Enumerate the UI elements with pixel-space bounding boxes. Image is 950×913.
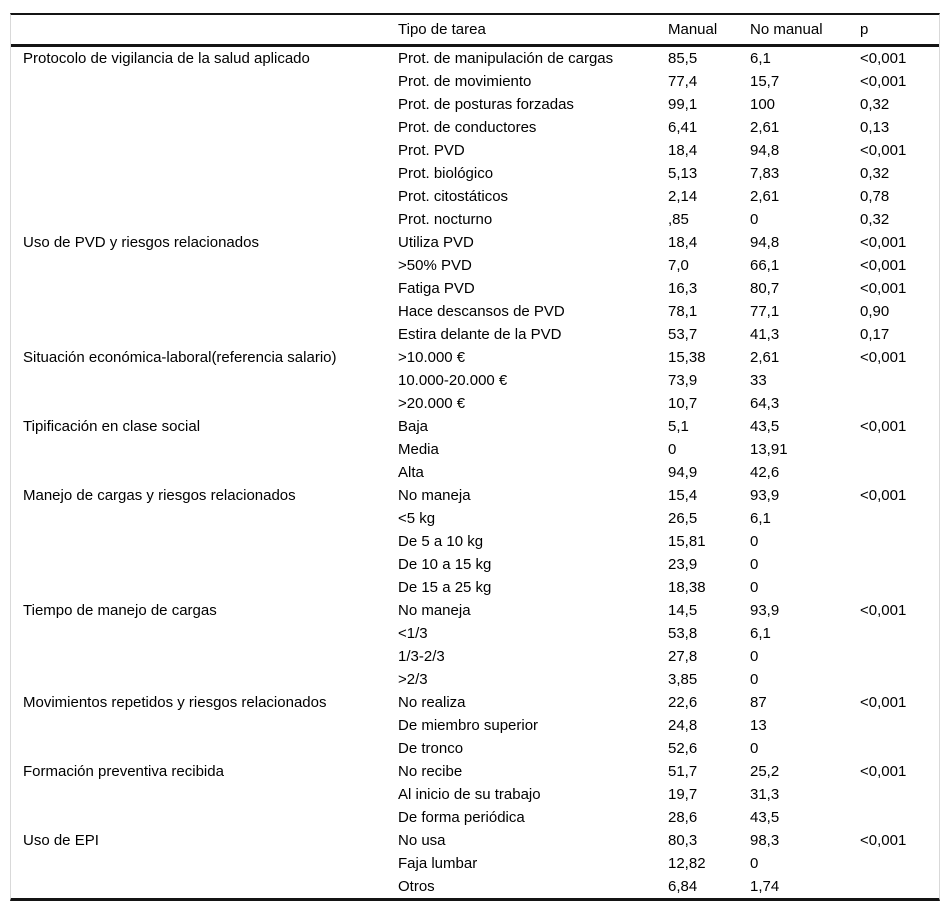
manual-value-cell: 27,8	[668, 648, 698, 665]
p-value-cell: 0,17	[860, 326, 890, 343]
no-manual-value-cell: 6,1	[750, 625, 771, 642]
task-cell: <1/3	[398, 625, 428, 642]
task-cell: Estira delante de la PVD	[398, 326, 562, 343]
p-value-cell: 0,78	[860, 188, 890, 205]
header-tipo-de-tarea: Tipo de tarea	[398, 15, 668, 46]
task-cell: No usa	[398, 832, 446, 849]
p-value-cell	[860, 645, 939, 668]
no-manual-value-cell: 100	[750, 96, 776, 113]
manual-value-cell: 51,7	[668, 763, 698, 780]
task-cell: Prot. de conductores	[398, 119, 537, 136]
no-manual-value-cell: 0	[750, 671, 759, 688]
p-value-cell	[860, 783, 939, 806]
manual-value-cell: 5,13	[668, 165, 698, 182]
task-cell: Faja lumbar	[398, 855, 478, 872]
no-manual-value-cell: 0	[750, 740, 759, 757]
p-value-cell	[860, 530, 939, 553]
task-cell: No recibe	[398, 763, 463, 780]
no-manual-value-cell: 2,61	[750, 188, 780, 205]
p-value-cell: <0,001	[860, 73, 907, 90]
p-value-cell	[860, 668, 939, 691]
manual-value-cell: 7,0	[668, 257, 689, 274]
task-cell: Prot. citostáticos	[398, 188, 509, 205]
p-value-cell: <0,001	[860, 602, 907, 619]
category-cell: Protocolo de vigilancia de la salud aplicado	[23, 50, 310, 67]
table-row	[11, 829, 939, 852]
manual-value-cell: 0	[668, 441, 677, 458]
p-value-cell: 0,32	[860, 211, 890, 228]
category-cell: Manejo de cargas y riesgos relacionados	[23, 487, 296, 504]
task-cell: Baja	[398, 418, 429, 435]
task-cell: De forma periódica	[398, 809, 525, 826]
p-value-cell	[860, 576, 939, 599]
task-cell: Fatiga PVD	[398, 280, 475, 297]
no-manual-value-cell: 0	[750, 533, 759, 550]
task-cell: >50% PVD	[398, 257, 472, 274]
no-manual-value-cell: 0	[750, 579, 759, 596]
task-cell: De 5 a 10 kg	[398, 533, 484, 550]
category-cell: Formación preventiva recibida	[23, 763, 224, 780]
p-value-cell	[860, 553, 939, 576]
task-cell: Al inicio de su trabajo	[398, 786, 541, 803]
statistics-table	[11, 15, 939, 898]
task-cell: Prot. PVD	[398, 142, 465, 159]
task-cell: No realiza	[398, 694, 466, 711]
no-manual-value-cell: 41,3	[750, 326, 780, 343]
no-manual-value-cell: 66,1	[750, 257, 780, 274]
task-cell: Otros	[398, 878, 435, 895]
manual-value-cell: 52,6	[668, 740, 698, 757]
table-body	[11, 46, 939, 899]
p-value-cell: <0,001	[860, 763, 907, 780]
task-cell: De tronco	[398, 740, 464, 757]
task-cell: >10.000 €	[398, 349, 466, 366]
p-value-cell: <0,001	[860, 694, 907, 711]
p-value-cell: <0,001	[860, 349, 907, 366]
p-value-cell	[860, 737, 939, 760]
task-cell: 1/3-2/3	[398, 648, 445, 665]
category-cell: Tiempo de manejo de cargas	[23, 602, 217, 619]
p-value-cell	[860, 369, 939, 392]
no-manual-value-cell: 0	[750, 648, 759, 665]
manual-value-cell: 18,4	[668, 142, 698, 159]
task-cell: Prot. nocturno	[398, 211, 493, 228]
task-cell: Prot. de manipulación de cargas	[398, 50, 614, 67]
task-cell: <5 kg	[398, 510, 436, 527]
task-cell: >2/3	[398, 671, 428, 688]
p-value-cell: <0,001	[860, 418, 907, 435]
p-value-cell	[860, 622, 939, 645]
task-cell: No maneja	[398, 602, 471, 619]
no-manual-value-cell: 77,1	[750, 303, 780, 320]
manual-value-cell: 6,84	[668, 878, 698, 895]
no-manual-value-cell: 6,1	[750, 50, 771, 67]
table-row	[11, 484, 939, 507]
manual-value-cell: 12,82	[668, 855, 706, 872]
manual-value-cell: 22,6	[668, 694, 698, 711]
task-cell: 10.000-20.000 €	[398, 372, 508, 389]
p-value-cell	[860, 875, 939, 898]
p-value-cell	[860, 507, 939, 530]
manual-value-cell: 53,7	[668, 326, 698, 343]
p-value-cell	[860, 392, 939, 415]
p-value-cell: 0,13	[860, 119, 890, 136]
no-manual-value-cell: 94,8	[750, 234, 780, 251]
no-manual-value-cell: 43,5	[750, 809, 780, 826]
p-value-cell: <0,001	[860, 257, 907, 274]
table-row	[11, 691, 939, 714]
p-value-cell: 0,32	[860, 165, 890, 182]
no-manual-value-cell: 33	[750, 372, 767, 389]
no-manual-value-cell: 93,9	[750, 487, 780, 504]
no-manual-value-cell: 0	[750, 855, 759, 872]
task-cell: >20.000 €	[398, 395, 466, 412]
manual-value-cell: 19,7	[668, 786, 698, 803]
manual-value-cell: 15,81	[668, 533, 706, 550]
manual-value-cell: 53,8	[668, 625, 698, 642]
task-cell: De 10 a 15 kg	[398, 556, 492, 573]
header-p: p	[860, 15, 939, 46]
header-category	[11, 15, 398, 46]
no-manual-value-cell: 2,61	[750, 119, 780, 136]
table-header	[11, 15, 939, 46]
p-value-cell	[860, 852, 939, 875]
no-manual-value-cell: 31,3	[750, 786, 780, 803]
manual-value-cell: 24,8	[668, 717, 698, 734]
no-manual-value-cell: 87	[750, 694, 767, 711]
p-value-cell: 0,90	[860, 303, 890, 320]
no-manual-value-cell: 13	[750, 717, 767, 734]
p-value-cell: <0,001	[860, 280, 907, 297]
manual-value-cell: 6,41	[668, 119, 698, 136]
manual-value-cell: 18,38	[668, 579, 706, 596]
manual-value-cell: 14,5	[668, 602, 698, 619]
manual-value-cell: 5,1	[668, 418, 689, 435]
task-cell: Prot. de posturas forzadas	[398, 96, 574, 113]
manual-value-cell: 26,5	[668, 510, 698, 527]
p-value-cell: <0,001	[860, 487, 907, 504]
task-cell: Alta	[398, 464, 424, 481]
no-manual-value-cell: 42,6	[750, 464, 780, 481]
task-cell: Prot. biológico	[398, 165, 494, 182]
manual-value-cell: 16,3	[668, 280, 698, 297]
p-value-cell: <0,001	[860, 832, 907, 849]
category-cell: Movimientos repetidos y riesgos relacionados	[23, 694, 327, 711]
manual-value-cell: 28,6	[668, 809, 698, 826]
category-cell: Situación económica-laboral(referencia salario)	[23, 349, 337, 366]
table-row	[11, 231, 939, 254]
p-value-cell: <0,001	[860, 50, 907, 67]
manual-value-cell: 23,9	[668, 556, 698, 573]
manual-value-cell: 3,85	[668, 671, 698, 688]
no-manual-value-cell: 98,3	[750, 832, 780, 849]
p-value-cell	[860, 461, 939, 484]
category-cell: Tipificación en clase social	[23, 418, 201, 435]
no-manual-value-cell: 13,91	[750, 441, 788, 458]
no-manual-value-cell: 25,2	[750, 763, 780, 780]
manual-value-cell: 99,1	[668, 96, 698, 113]
manual-value-cell: 80,3	[668, 832, 698, 849]
manual-value-cell: 85,5	[668, 50, 698, 67]
table-row	[11, 599, 939, 622]
no-manual-value-cell: 2,61	[750, 349, 780, 366]
task-cell: No maneja	[398, 487, 471, 504]
no-manual-value-cell: 7,83	[750, 165, 780, 182]
p-value-cell	[860, 806, 939, 829]
manual-value-cell: 10,7	[668, 395, 698, 412]
no-manual-value-cell: 94,8	[750, 142, 780, 159]
no-manual-value-cell: 1,74	[750, 878, 780, 895]
table-row	[11, 760, 939, 783]
no-manual-value-cell: 43,5	[750, 418, 780, 435]
manual-value-cell: ,85	[668, 211, 689, 228]
no-manual-value-cell: 80,7	[750, 280, 780, 297]
no-manual-value-cell: 15,7	[750, 73, 780, 90]
task-cell: Prot. de movimiento	[398, 73, 532, 90]
manual-value-cell: 73,9	[668, 372, 698, 389]
task-cell: De miembro superior	[398, 717, 539, 734]
task-cell: Hace descansos de PVD	[398, 303, 565, 320]
manual-value-cell: 2,14	[668, 188, 698, 205]
no-manual-value-cell: 0	[750, 211, 759, 228]
p-value-cell	[860, 438, 939, 461]
no-manual-value-cell: 64,3	[750, 395, 780, 412]
category-cell: Uso de EPI	[23, 832, 99, 849]
task-cell: De 15 a 25 kg	[398, 579, 492, 596]
statistics-table-container	[10, 13, 940, 901]
header-no-manual: No manual	[750, 15, 860, 46]
no-manual-value-cell: 93,9	[750, 602, 780, 619]
table-row	[11, 46, 939, 71]
header-row	[11, 15, 939, 46]
no-manual-value-cell: 6,1	[750, 510, 771, 527]
category-cell: Uso de PVD y riesgos relacionados	[23, 234, 259, 251]
table-row	[11, 346, 939, 369]
manual-value-cell: 94,9	[668, 464, 698, 481]
manual-value-cell: 78,1	[668, 303, 698, 320]
manual-value-cell: 15,4	[668, 487, 698, 504]
manual-value-cell: 15,38	[668, 349, 706, 366]
task-cell: Utiliza PVD	[398, 234, 474, 251]
p-value-cell	[860, 714, 939, 737]
p-value-cell: <0,001	[860, 234, 907, 251]
table-row	[11, 415, 939, 438]
p-value-cell: <0,001	[860, 142, 907, 159]
header-manual: Manual	[668, 15, 750, 46]
manual-value-cell: 18,4	[668, 234, 698, 251]
task-cell: Media	[398, 441, 439, 458]
no-manual-value-cell: 0	[750, 556, 759, 573]
manual-value-cell: 77,4	[668, 73, 698, 90]
p-value-cell: 0,32	[860, 96, 890, 113]
